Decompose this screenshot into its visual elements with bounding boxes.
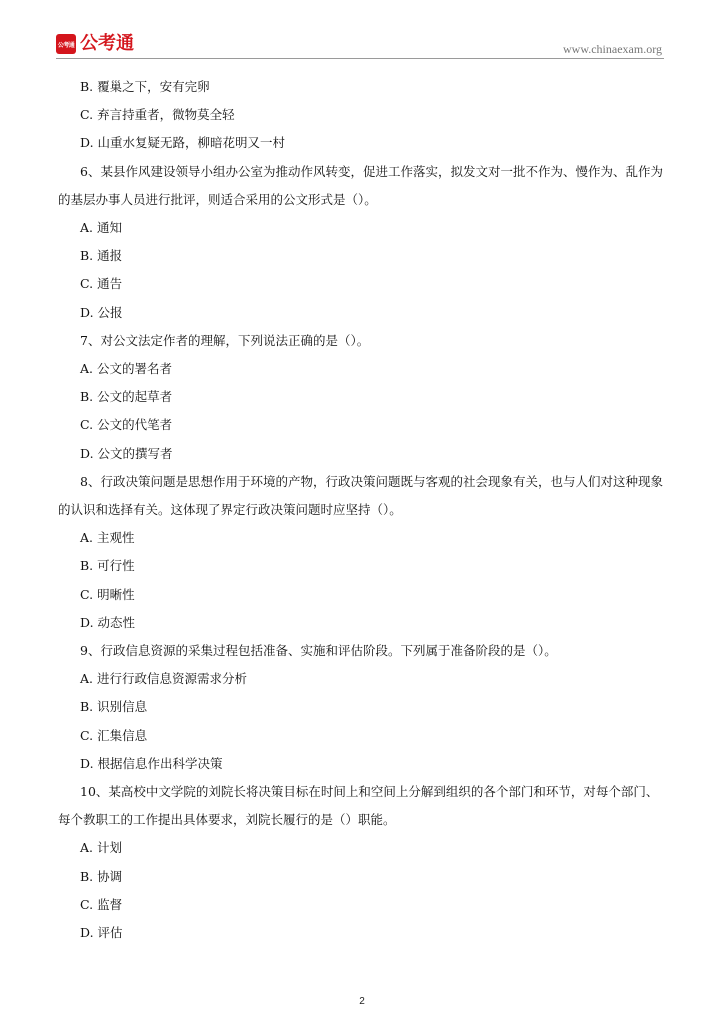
answer-option: B. 识别信息 <box>80 699 148 715</box>
answer-option: D. 动态性 <box>80 614 136 630</box>
answer-option: B. 覆巢之下，安有完卵 <box>80 79 210 94</box>
answer-option: A. 通知 <box>80 220 122 236</box>
answer-option: C. 监督 <box>80 896 123 912</box>
answer-option: B. 协调 <box>80 868 123 884</box>
question-text: 的基层办事人员进行批评，则适合采用的公文形式是（）。 <box>58 191 377 207</box>
answer-option: C. 公文的代笔者 <box>80 417 173 433</box>
answer-option: C. 明晰性 <box>80 586 135 602</box>
answer-option: C. 弃言持重者，微物莫全轻 <box>80 107 235 123</box>
answer-option: B. 通报 <box>80 248 123 264</box>
header-divider <box>56 58 664 59</box>
answer-option: A. 进行行政信息资源需求分析 <box>80 671 247 687</box>
site-url: www.chinaexam.org <box>563 42 662 56</box>
answer-option: D. 根据信息作出科学决策 <box>80 755 223 771</box>
question-text: 6、某县作风建设领导小组办公室为推动作风转变，促进工作落实，拟发文对一批不作为、慢作为、乱作为 <box>80 163 663 179</box>
answer-option: A. 公文的署名者 <box>80 361 172 377</box>
page-header <box>56 34 664 58</box>
answer-option: D. 山重水复疑无路，柳暗花明又一村 <box>80 135 286 151</box>
question-text: 每个教职工的工作提出具体要求，刘院长履行的是（）职能。 <box>58 812 396 828</box>
answer-option: A. 主观性 <box>80 530 135 546</box>
answer-option: D. 评估 <box>80 925 123 941</box>
answer-option: D. 公报 <box>80 304 123 320</box>
question-text: 的认识和选择有关。这体现了界定行政决策问题时应坚持（）。 <box>58 502 402 518</box>
page-number: 2 <box>359 996 365 1007</box>
question-text: 9、行政信息资源的采集过程包括准备、实施和评估阶段。下列属于准备阶段的是（）。 <box>80 643 557 659</box>
document-body <box>58 73 668 947</box>
answer-option: B. 公文的起草者 <box>80 389 173 405</box>
answer-option: A. 计划 <box>80 840 122 856</box>
question-text: 10、某高校中文学院的刘院长将决策目标在时间上和空间上分解到组织的各个部门和环节，对每个部门、 <box>80 784 659 800</box>
answer-option: D. 公文的撰写者 <box>80 445 173 461</box>
question-text: 7、对公文法定作者的理解，下列说法正确的是（）。 <box>80 332 370 348</box>
answer-option: C. 汇集信息 <box>80 727 148 743</box>
answer-option: C. 通告 <box>80 276 123 292</box>
logo-badge: 公考通 <box>56 34 76 54</box>
question-text: 8、行政决策问题是思想作用于环境的产物，行政决策问题既与客观的社会现象有关，也与人们对这种现象 <box>80 473 663 489</box>
logo <box>56 34 134 54</box>
answer-option: B. 可行性 <box>80 558 135 574</box>
logo-text: 公考通 <box>80 33 134 54</box>
